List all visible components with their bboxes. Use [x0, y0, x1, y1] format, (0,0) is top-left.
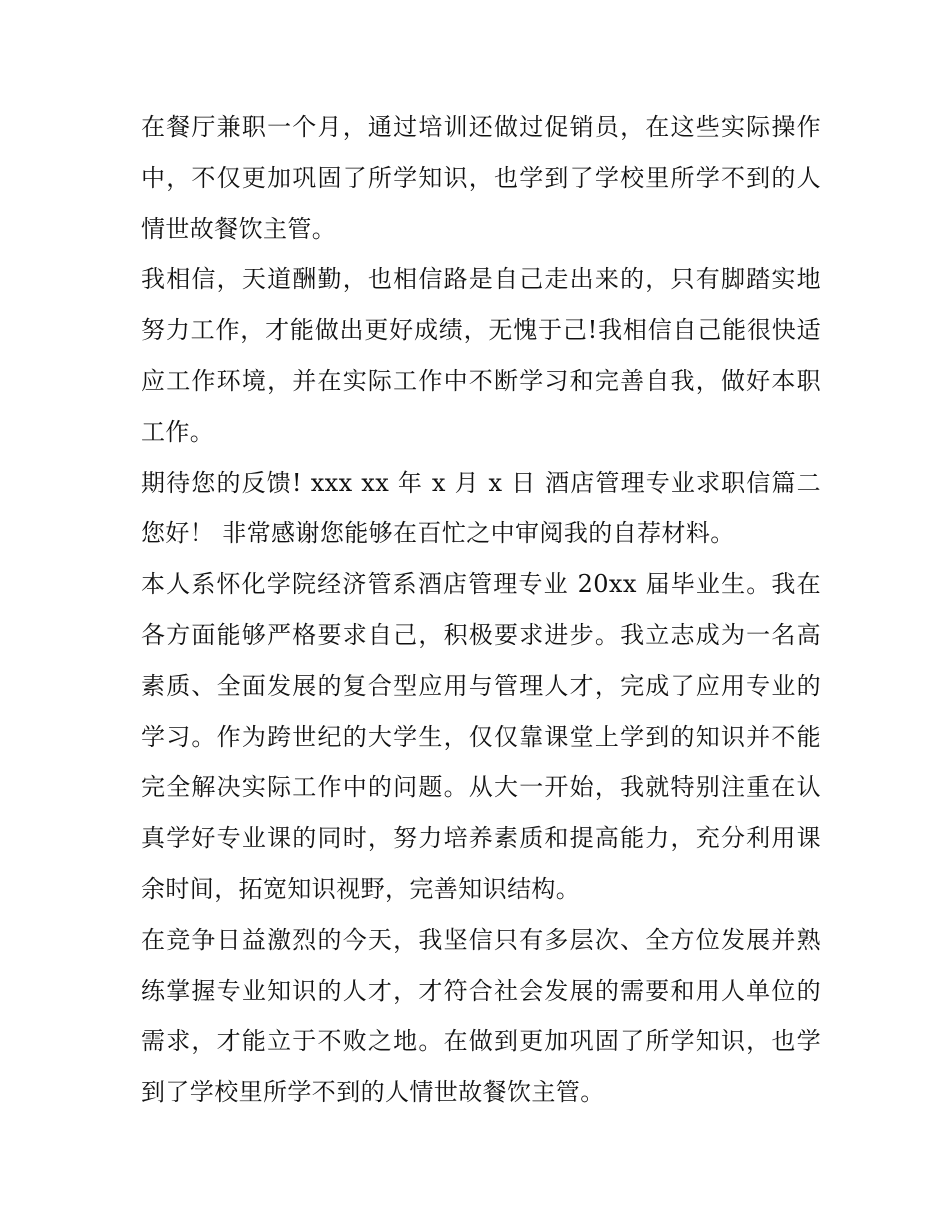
paragraph-self-introduction: 本人系怀化学院经济管系酒店管理专业 20xx 届毕业生。我在各方面能够严格要求自己，积极要求进步。我立志成为一名高素质、全面发展的复合型应用与管理人才，完成了应用专业的学习。作为跨世纪的大学生，仅仅靠课堂上学到的知识并不能完全解决实际工作中的问题。从大一开始，我就特别注重在认真学好专业课的同时，努力培养素质和提高能力，充分利用课余时间，拓宽知识视野，完善知识结构。: [141, 570, 821, 903]
paragraph-hard-work: 我相信，天道酬勤，也相信路是自己走出来的，只有脚踏实地努力工作，才能做出更好成绩，无愧于己!我相信自己能很快适应工作环境，并在实际工作中不断学习和完善自我，做好本职工作。: [141, 265, 821, 446]
paragraph-restaurant-parttime: 在餐厅兼职一个月，通过培训还做过促销员，在这些实际操作中，不仅更加巩固了所学知识，也学到了学校里所学不到的人情世故餐饮主管。: [141, 113, 821, 243]
document-body: [141, 102, 821, 1118]
paragraph-competition: 在竞争日益激烈的今天，我坚信只有多层次、全方位发展并熟练掌握专业知识的人才，才符合社会发展的需要和用人单位的需求，才能立于不败之地。在做到更加巩固了所学知识，也学到了学校里所学不到的人情世故餐饮主管。: [141, 925, 821, 1107]
paragraph-feedback-greeting: 期待您的反馈! xxx xx 年 x 月 x 日 酒店管理专业求职信篇二 您好！ 非常感谢您能够在百忙之中审阅我的自荐材料。: [141, 468, 821, 548]
